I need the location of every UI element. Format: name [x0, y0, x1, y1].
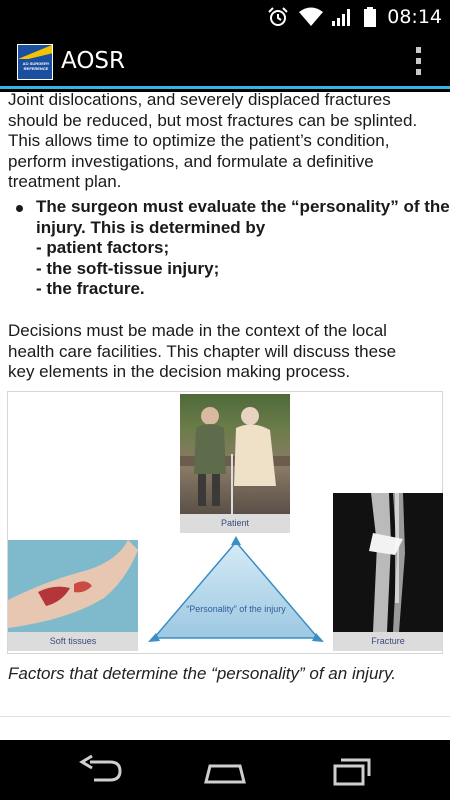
wifi-icon [299, 7, 321, 27]
paragraph-line: perform investigations, and formulate a definitive [8, 151, 374, 171]
soft-tissue-photo [8, 540, 138, 632]
bullet-dot-icon [16, 205, 23, 212]
fracture-xray [333, 493, 443, 632]
personality-triangle [146, 536, 326, 646]
paragraph-line: treatment plan. [8, 172, 122, 191]
app-logo[interactable] [17, 44, 53, 80]
app-title: AOSR [61, 48, 126, 74]
alarm-icon [267, 7, 289, 27]
action-bar [0, 33, 450, 89]
overflow-menu-icon[interactable] [414, 47, 422, 75]
battery-icon [363, 7, 377, 27]
patient-label: Patient [180, 514, 290, 533]
bullet-line: The surgeon must evaluate the “personality” of the [36, 197, 450, 216]
paragraph-line: should be reduced, but most fractures can be splinted. [8, 110, 418, 130]
status-bar [0, 0, 450, 33]
intro-paragraph [8, 92, 440, 193]
overflow-dot [416, 58, 421, 64]
signal-icon [331, 7, 353, 27]
patient-photo [180, 394, 290, 514]
personality-figure[interactable] [7, 391, 443, 654]
bullet-text [36, 197, 450, 300]
paragraph-line: key elements in the decision making process. [8, 362, 351, 381]
bullet-line: - patient factors; [36, 238, 170, 257]
logo-text: AO SURGERY REFERENCE [22, 61, 50, 71]
paragraph-line: This allows time to optimize the patient’s condition, [8, 131, 390, 150]
overflow-dot [416, 47, 421, 53]
home-icon[interactable] [200, 752, 250, 788]
back-icon[interactable] [76, 752, 126, 788]
status-icons [267, 0, 442, 33]
bullet-line: - the soft-tissue injury; [36, 258, 220, 278]
paragraph-line: health care facilities. This chapter will discuss these [8, 341, 397, 361]
logo-stripe [18, 45, 52, 59]
article-content[interactable] [0, 92, 450, 740]
fracture-label: Fracture [333, 632, 443, 651]
nav-bar [0, 740, 450, 800]
figure-caption: Factors that determine the “personality” of an injury. [8, 664, 397, 683]
overflow-dot [416, 69, 421, 75]
paragraph-line: Joint dislocations, and severely displaced fractures [8, 92, 391, 109]
triangle-label: “Personality” of the injury [186, 604, 286, 614]
divider [0, 716, 450, 717]
soft-tissue-label: Soft tissues [8, 632, 138, 651]
bullet-line: injury. This is determined by [36, 217, 266, 237]
bullet-line: - the fracture. [36, 279, 145, 298]
status-time: 08:14 [387, 5, 442, 28]
paragraph-line: Decisions must be made in the context of the local [8, 321, 387, 340]
decisions-paragraph [8, 321, 440, 383]
recent-apps-icon[interactable] [327, 752, 377, 788]
